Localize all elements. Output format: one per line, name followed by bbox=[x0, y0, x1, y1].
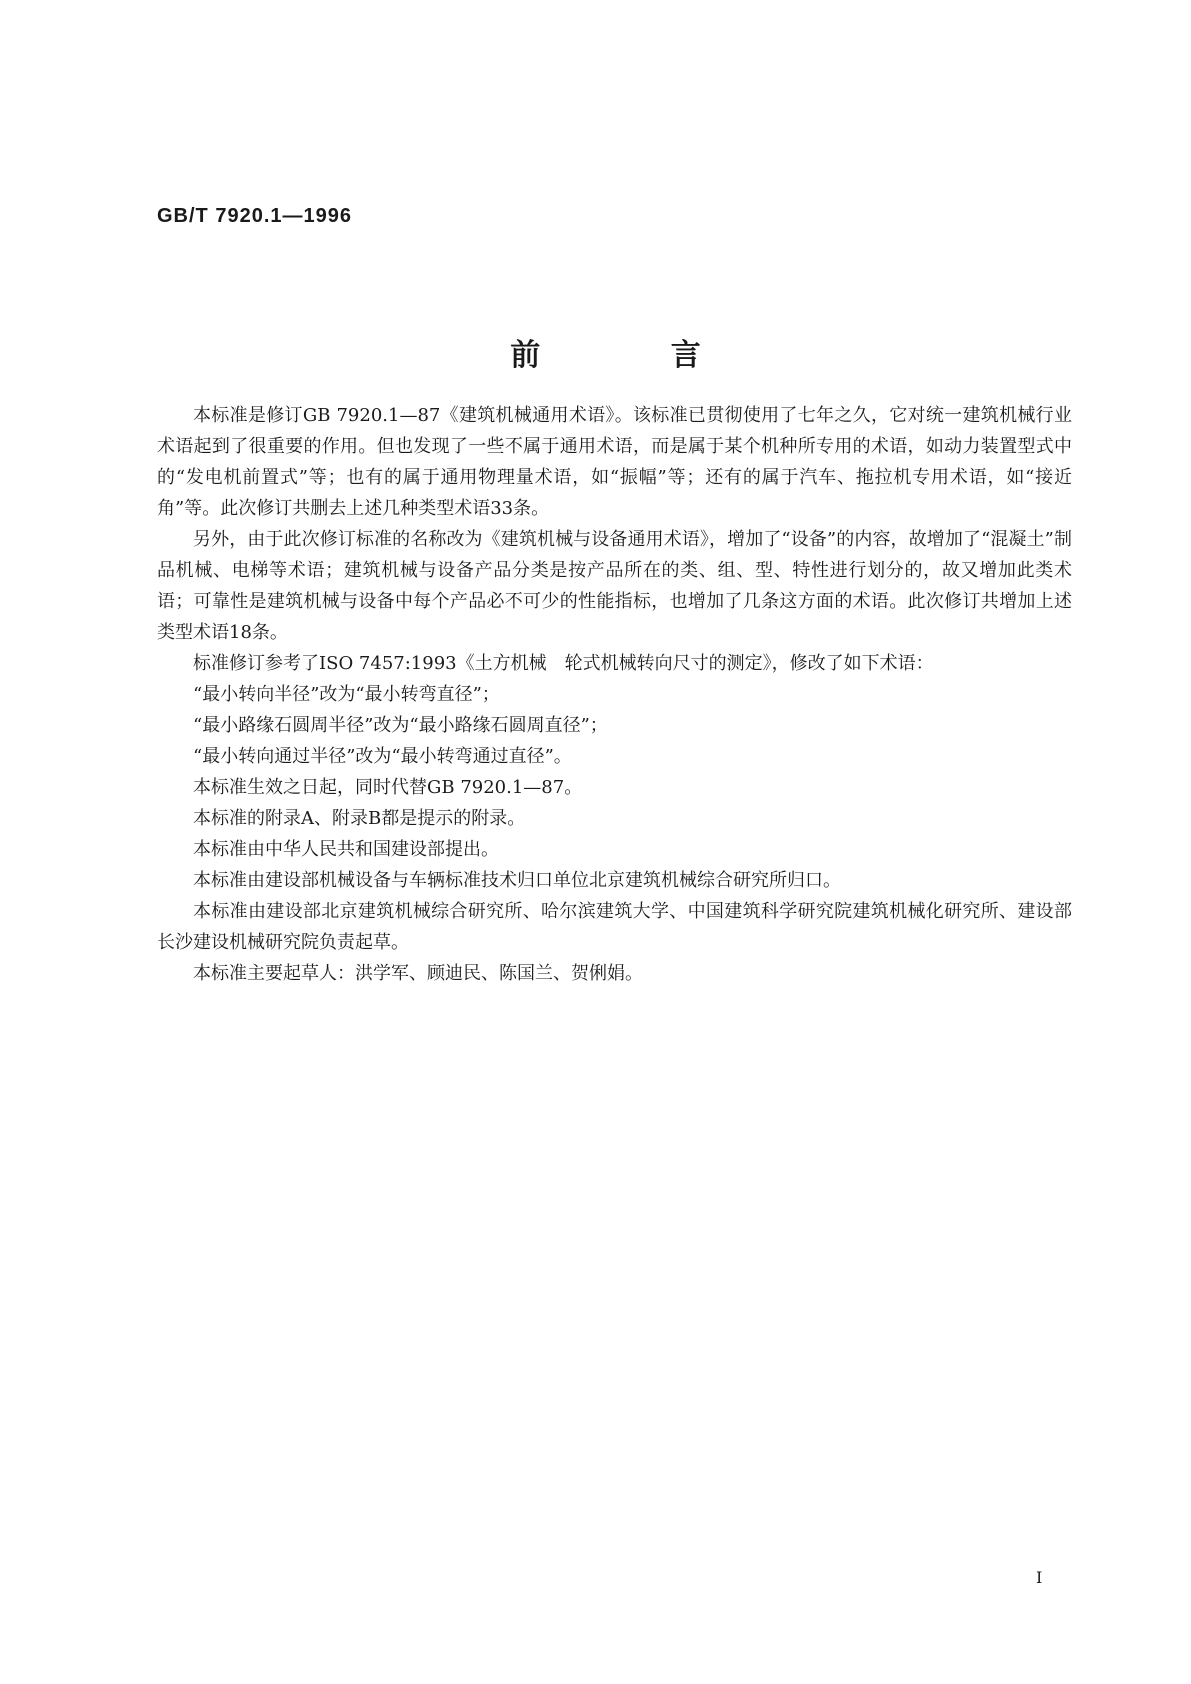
paragraph-additions: 另外，由于此次修订标准的名称改为《建筑机械与设备通用术语》，增加了“设备”的内容，故增加了“混凝土”制品机械、电梯等术语；建筑机械与设备产品分类是按产品所在的类、组、型、特性进行划分的，故又增加此类术语；可靠性是建筑机械与设备中每个产品必不可少的性能指标，也增加了几条这方面的术语。此次修订共增加上述类型术语18条。 bbox=[157, 529, 1072, 643]
foreword-body bbox=[157, 400, 1072, 989]
paragraph-term-change-3: “最小转向通过半径”改为“最小转弯通过直径”。 bbox=[193, 746, 572, 767]
paragraph-centralized-by: 本标准由建设部机械设备与车辆标准技术归口单位北京建筑机械综合研究所归口。 bbox=[193, 870, 841, 891]
page-title: 前 言 bbox=[510, 338, 761, 373]
paragraph-term-change-1: “最小转向半径”改为“最小转弯直径”； bbox=[193, 684, 500, 705]
paragraph-term-change-2: “最小路缘石圆周半径”改为“最小路缘石圆周直径”； bbox=[193, 715, 608, 736]
paragraph-appendices: 本标准的附录A、附录B都是提示的附录。 bbox=[193, 808, 526, 829]
paragraph-iso-reference: 标准修订参考了ISO 7457:1993《土方机械 轮式机械转向尺寸的测定》，修改了如下术语： bbox=[193, 653, 934, 674]
standard-code: GB/T 7920.1—1996 bbox=[157, 205, 352, 227]
paragraph-supersedes: 本标准生效之日起，同时代替GB 7920.1—87。 bbox=[193, 777, 583, 798]
paragraph-revision-intro: 本标准是修订GB 7920.1—87《建筑机械通用术语》。该标准已贯彻使用了七年之久，它对统一建筑机械行业术语起到了很重要的作用。但也发现了一些不属于通用术语，而是属于某个机种所专用的术语，如动力装置型式中的“发电机前置式”等；也有的属于通用物理量术语，如“振幅”等；还有的属于汽车、拖拉机专用术语，如“接近角”等。此次修订共删去上述几种类型术语33条。 bbox=[157, 405, 1072, 519]
paragraph-proposed-by: 本标准由中华人民共和国建设部提出。 bbox=[193, 839, 499, 860]
paragraph-drafted-by: 本标准由建设部北京建筑机械综合研究所、哈尔滨建筑大学、中国建筑科学研究院建筑机械化研究所、建设部长沙建设机械研究院负责起草。 bbox=[157, 901, 1072, 953]
paragraph-drafters: 本标准主要起草人：洪学军、顾迪民、陈国兰、贺俐娟。 bbox=[193, 963, 643, 984]
page-number: I bbox=[1036, 1568, 1043, 1587]
